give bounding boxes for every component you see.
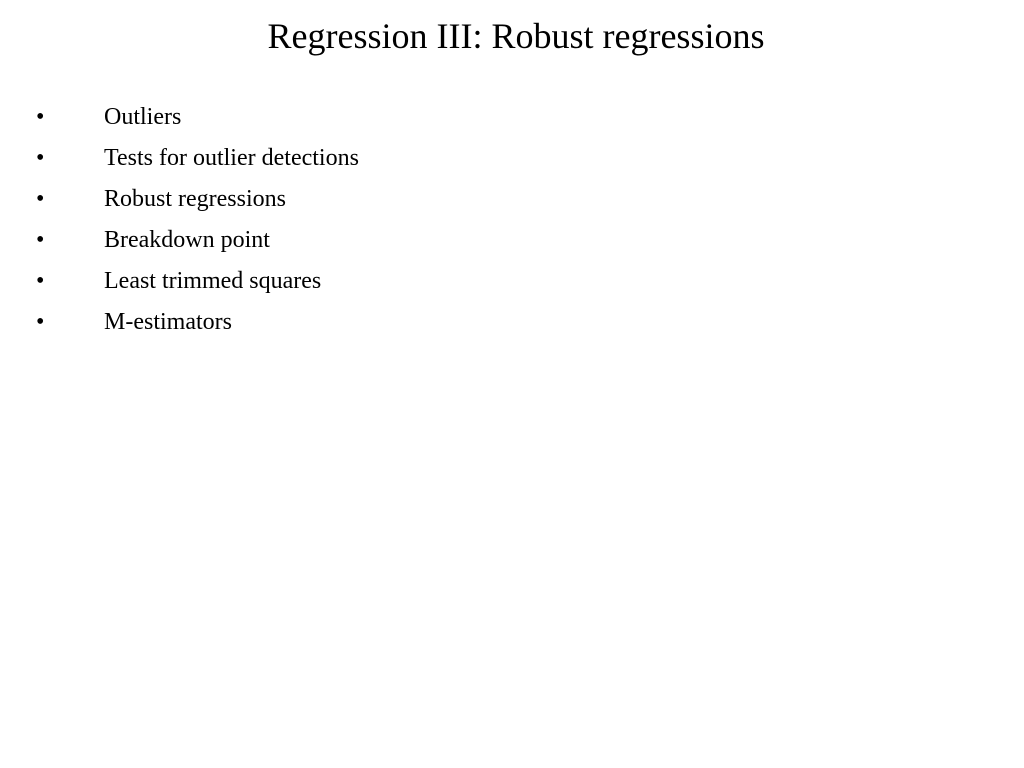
bullet-icon: • <box>36 186 45 212</box>
list-item-label: M-estimators <box>104 309 232 335</box>
bullet-icon: • <box>36 268 45 294</box>
bullet-icon: • <box>36 309 45 335</box>
bullet-icon: • <box>36 145 45 171</box>
list-item-label: Breakdown point <box>104 227 270 253</box>
list-item-label: Robust regressions <box>104 186 286 212</box>
slide-title: Regression III: Robust regressions <box>267 16 765 56</box>
bullet-icon: • <box>36 227 45 253</box>
bullet-icon: • <box>36 104 45 130</box>
list-item-label: Least trimmed squares <box>104 268 322 294</box>
list-item-label: Tests for outlier detections <box>104 145 359 171</box>
list-item-label: Outliers <box>104 104 182 130</box>
